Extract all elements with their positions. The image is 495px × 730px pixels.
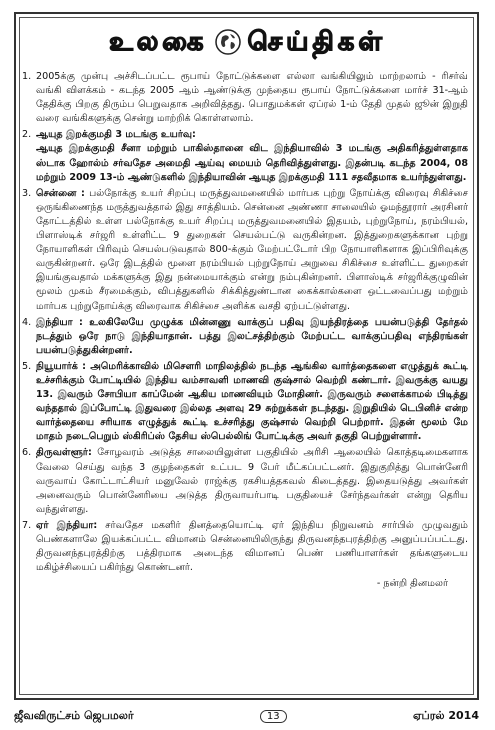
news-item-number: 2.	[22, 129, 32, 141]
news-item	[22, 446, 468, 516]
page-number: 13	[260, 710, 287, 723]
news-item-lead: நியூயார்க் :	[36, 360, 86, 372]
issue-date: ஏப்ரல் 2014	[412, 708, 479, 722]
news-item-number: 7.	[22, 519, 32, 531]
news-item	[22, 519, 468, 575]
news-item-text: சர்வதேச மகளிர் தினத்தையொட்டி ஏர் இந்திய நிறுவனம் சார்பில் முழுவதும் பெண்களாலே இயக்கப்பட்ட விமானம் சென்னையிலிருந்து திருவனந்தபுரத்திற்கு அனுப்பப்பட்டது. திருவனந்தபுரத்திற்கு பத்திரமாக அடைந்த விமானப் பெண் பணியாளர்கள் தங்களுடைய மகிழ்ச்சியைப் பகிர்ந்து கொண்டனர்.	[36, 519, 468, 574]
news-item	[22, 187, 468, 314]
news-item-text: உலகிலேயே முழுக்க மின்னணு வாக்குப் பதிவு இயந்திரத்தை பயன்படுத்தி தேர்தல் நடத்தும் ஒரே நாடு இந்தியாதான். பத்து இலட்சத்திற்கும் மேற்பட்ட வாக்குப்பதிவு எந்திரங்கள் பயன்படுத்துகின்றனர்.	[36, 316, 469, 356]
news-item-text: 2005க்கு முன்பு அச்சிடப்பட்ட ரூபாய் நோட்டுக்களை எல்லா வங்கியிலும் மாற்றலாம் - ரிசர்வ் வங்கி விளக்கம் - கடந்த 2005 ஆம் ஆண்டுக்கு முந்தைய ரூபாய் நோட்டுக்களை மார்ச் 31-ஆம் தேதிக்கு பிறகு திரும்ப பெறுவதாக அறிவித்தது. பொதுமக்கள் ஏப்ரல் 1-ம் தேதி முதல் ஜூன் இறுதி வரை வங்கிகளுக்கு சென்று மாற்றிக் கொள்ளலாம்.	[36, 71, 468, 125]
news-item-text: ஆயுத இறக்குமதி சீனா மற்றும் பாகிஸ்தானை விட இந்தியாவில் 3 மடங்கு அதிகரித்துள்ளதாக ஸ்டாக ஹோல்ம் சர்வதேச அமைதி ஆய்வு மையம் தெரிவித்துள்ளது. இதன்படி கடந்த 2004, 08 மற்றும் 2009 13-ம் ஆண்டுகளில் இந்தியாவின் ஆயுத இறக்குமதி 111 சதவீதமாக உயர்ந்துள்ளது.	[36, 143, 468, 183]
news-item	[22, 316, 468, 358]
magazine-name: ஜீவவிருட்சம் ஜெபமலர்	[14, 708, 134, 722]
news-item-number: 4.	[22, 316, 32, 328]
news-item-text: பல்நோக்கு உயர் சிறப்பு மருத்துவமனையில் மார்பக புற்று நோய்க்கு விரைவு சிகிச்சை ஒருங்கிணைந்த மருத்துவத்தால் இது சாத்தியம். சென்னை அண்ணா சாலையில் ஓமந்தூரார் அரசினர் தோட்டத்தில் உள்ள பல்நோக்கு உயர் சிறப்பு மருத்துவமனையில் இதயம், புற்றுநோய், நரம்பியல், பிளாஸ்டிக் சர்ஜரி உள்ளிட்ட 9 துறைகள் செயல்பட்டு வருகின்றன. இத்துறைகளுக்கான புற்று நோயாளிகள் பிரிவும் செயல்படுவதால் 800-க்கும் மேற்பட்டோர் பிற நோயாளிகளாக இப்பிரிவுக்கு வருகின்றனர். ஒரே இடத்தில் மூளை நரம்பியல் புற்றுநோய் அறுவை சிகிச்சை உள்ளிட்ட துறைகள் இயங்குவதால் மக்களுக்கு இது நன்மையாக்கும் என்று நம்புகின்றனர். பிளாஸ்டிக் சர்ஜரிக்குழுவின் மூலம் முகம் சீரமைக்கும், விபத்துகளில் சிக்கித்துண்டான கைக்கால்களை ஒட்டவைப்பது மற்றும் மார்பக புற்றுநோய்க்கு விரைவாக சிகிச்சை அளிக்க வசதி ஏற்பட்டுள்ளது.	[36, 187, 468, 312]
globe-icon	[214, 28, 242, 56]
news-item	[22, 360, 468, 445]
news-item-text: அமெரிக்காவில் மிசௌரி மாநிலத்தில் நடந்த ஆங்கில வார்த்தைகளை எழுத்துக் கூட்டி உச்சரிக்கும் போட்டியில் இந்திய வம்சாவளி மாணவி குஷ்சால் வெற்றி கண்டார். இவருக்கு வயது 13. இவரும் சோபியா காப்மேன் ஆகிய மாணவியும் மோதினர். இருவரும் சளைக்காமல் பிடித்து வந்ததால் இப்போட்டி இதுவரை இல்லத அளவு 29 சுற்றுக்கள் நடந்தது. இறுதியில் டெபினிச் என்ற வார்த்தையை சரியாக எழுத்துக் கூட்டி உச்சரித்து குஷ்சால் வெற்றி பெற்றார். இதன் மூலம் மே மாதம் நடைபெறும் ஸ்கிரிப்ஸ் தேசிய ஸ்பெல்லிங் போட்டிக்கு அவர் தகுதி பெற்றுள்ளார்.	[36, 360, 469, 443]
news-item-lead: இந்தியா :	[36, 316, 83, 328]
news-list	[22, 70, 468, 591]
news-item-lead: ஏர் இந்தியா:	[36, 519, 98, 531]
news-item	[22, 70, 468, 126]
news-item	[22, 128, 468, 184]
news-item-text: சோழவரம் அடுத்த சாலையிலுள்ள பகுதியில் அரிசி ஆலையில் கொத்தடிமைகளாக வேலை செய்து வந்த 3 குழந்தைகள் உட்பட 9 பேர் மீட்கப்பட்டனர். இதுகுறித்து பொன்னேரி வருவாய் கோட்டாட்சியர் மனுவேல் ராஜ்க்கு ரகசியத்தகவல் கிடைத்தது. இதையடுத்து அவர்கள் அனைவரும் பொன்னேரியை அடுத்த திருவாயர்பாடி பகுதியைச் சேர்ந்தவர்கள் என்று தெரிய வந்துள்ளது.	[36, 447, 468, 515]
news-item-lead: ஆயுத இறக்குமதி 3 மடங்கு உயர்வு:	[36, 129, 196, 141]
page-footer	[14, 706, 479, 726]
news-item-number: 1.	[22, 71, 32, 82]
title-right: செய்திகள்	[247, 27, 386, 57]
news-item-number: 5.	[22, 360, 32, 372]
news-item-lead: திருவள்ளூர்:	[36, 447, 92, 459]
news-item-number: 6.	[22, 447, 32, 459]
page-title	[0, 22, 495, 62]
news-item-number: 3.	[22, 187, 32, 199]
title-left: உலகை	[109, 27, 208, 57]
source-credit: - நன்றி தினமலர்	[376, 578, 448, 590]
news-item-lead: சென்னை :	[36, 187, 85, 199]
